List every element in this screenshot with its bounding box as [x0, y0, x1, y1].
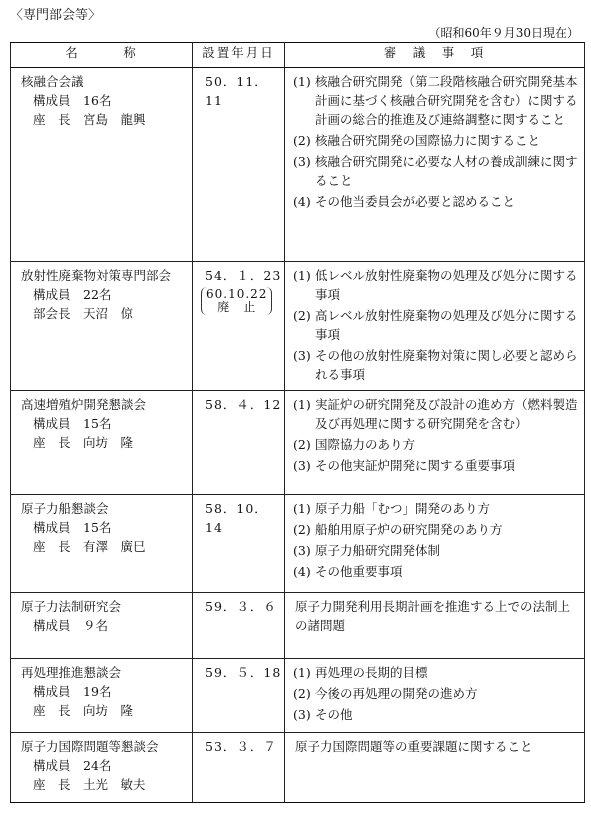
matters-cell: [285, 659, 585, 733]
member-count: 構成員 24名: [33, 758, 112, 773]
member-count: 構成員 19名: [33, 684, 112, 699]
item-text: 国際協力のあり方: [315, 437, 416, 452]
list-item: [293, 346, 578, 384]
name-cell: [11, 733, 193, 803]
date-cell: 58．10．14: [193, 495, 285, 593]
list-item: [293, 72, 578, 129]
matters-cell: [285, 593, 585, 659]
item-number: (4): [293, 564, 311, 579]
item-text: 船舶用原子炉の研究開発のあり方: [315, 522, 503, 537]
abolished-note: [201, 287, 272, 315]
list-item: [293, 499, 578, 518]
matters-text: 原子力開発利用長期計画を推進する上での法制上の諸問題: [295, 599, 571, 633]
list-item: [293, 152, 578, 190]
committee-name: 核融合会議: [21, 74, 84, 89]
table-row: [11, 659, 585, 733]
establish-date: 54．１．23: [205, 268, 282, 283]
chair: 座 長 宮島 龍興: [33, 112, 146, 127]
matters-cell: [285, 733, 585, 803]
committee-name: 原子力船懇談会: [21, 501, 109, 516]
chair: 座 長 向坊 隆: [33, 435, 134, 450]
list-item: [293, 456, 578, 475]
header-name: 名 称: [11, 43, 193, 68]
committee-name: 原子力国際問題等懇談会: [21, 739, 159, 754]
list-item: [293, 131, 578, 150]
item-text: その他の放射性廃棄物対策に関し必要と認められる事項: [315, 348, 578, 382]
member-count: 構成員 22名: [33, 287, 112, 302]
list-item: [293, 520, 578, 539]
item-text: 再処理の長期的目標: [315, 665, 428, 680]
list-item: [293, 705, 578, 724]
matters-cell: [285, 262, 585, 391]
as-of-date: （昭和60年９月30日現在）: [428, 26, 579, 40]
table-row: [11, 733, 585, 803]
item-text: その他: [315, 707, 353, 722]
item-number: (2): [293, 522, 311, 537]
chair: 座 長 土光 敏夫: [33, 777, 146, 792]
item-number: (3): [293, 348, 311, 363]
committee-name: 放射性廃棄物対策専門部会: [21, 268, 172, 283]
item-text: 原子力船研究開発体制: [315, 543, 441, 558]
list-item: [293, 435, 578, 454]
matters-cell: [285, 68, 585, 262]
name-cell: [11, 593, 193, 659]
matters-text: 原子力国際問題等の重要課題に関すること: [295, 739, 533, 754]
item-number: (1): [293, 268, 311, 283]
member-count: 構成員 16名: [33, 93, 112, 108]
name-cell: [11, 659, 193, 733]
matters-cell: [285, 495, 585, 593]
item-number: (1): [293, 665, 311, 680]
item-text: 今後の再処理の開発の進め方: [315, 686, 478, 701]
member-count: 構成員 15名: [33, 416, 112, 431]
item-number: (2): [293, 308, 311, 323]
name-cell: [11, 495, 193, 593]
date-cell: [193, 262, 285, 391]
item-number: (3): [293, 543, 311, 558]
list-item: [293, 562, 578, 581]
abolished-label: 廃 止: [217, 300, 257, 314]
member-count: 構成員 15名: [33, 520, 112, 535]
item-number: (4): [293, 194, 311, 209]
item-text: 核融合研究開発（第二段階核融合研究開発基本計画に基づく核融合研究開発を含む）に関する計画の総合的推進及び連絡調整に関すること: [315, 74, 578, 127]
item-number: (1): [293, 501, 311, 516]
item-text: その他実証炉開発に関する重要事項: [315, 458, 516, 473]
date-cell: 59．５．18: [193, 659, 285, 733]
table-row: [11, 262, 585, 391]
item-number: (2): [293, 437, 311, 452]
name-cell: [11, 68, 193, 262]
committee-table: [10, 42, 585, 803]
committee-name: 高速増殖炉開発懇談会: [21, 397, 147, 412]
table-row: [11, 391, 585, 495]
date-cell: 59．３．６: [193, 593, 285, 659]
item-text: その他当委員会が必要と認めること: [315, 194, 516, 209]
chair: 座 長 向坊 隆: [33, 703, 134, 718]
member-count: 構成員 ９名: [33, 618, 109, 633]
item-text: 核融合研究開発に必要な人材の養成訓練に関すること: [315, 154, 578, 188]
item-number: (3): [293, 707, 311, 722]
section-heading: 〈専門部会等〉: [10, 8, 102, 23]
list-item: [293, 541, 578, 560]
item-text: 原子力船「むつ」開発のあり方: [315, 501, 491, 516]
item-text: その他重要事項: [315, 564, 403, 579]
list-item: [293, 192, 578, 211]
list-item: [293, 663, 578, 682]
item-number: (1): [293, 397, 311, 412]
name-cell: [11, 391, 193, 495]
committee-name: 原子力法制研究会: [21, 599, 122, 614]
list-item: [293, 306, 578, 344]
item-number: (3): [293, 154, 311, 169]
table-row: [11, 68, 585, 262]
item-text: 核融合研究開発の国際協力に関すること: [315, 133, 541, 148]
header-date: 設置年月日: [193, 43, 285, 68]
item-text: 低レベル放射性廃棄物の処理及び処分に関する事項: [315, 268, 578, 302]
matters-cell: [285, 391, 585, 495]
chair: 座 長 有澤 廣巳: [33, 539, 146, 554]
item-number: (3): [293, 458, 311, 473]
item-number: (2): [293, 686, 311, 701]
committee-name: 再処理推進懇談会: [21, 665, 122, 680]
list-item: [293, 684, 578, 703]
table-row: [11, 495, 585, 593]
list-item: [293, 266, 578, 304]
header-matters: 審 議 事 項: [285, 43, 585, 68]
chair: 部会長 天沼 倞: [33, 306, 134, 321]
item-number: (2): [293, 133, 311, 148]
item-number: (1): [293, 74, 311, 89]
table-row: [11, 593, 585, 659]
date-cell: 50．11．11: [193, 68, 285, 262]
list-item: [293, 395, 578, 433]
table-header-row: [11, 43, 585, 68]
date-cell: 58．４．12: [193, 391, 285, 495]
abolished-date: 60.10.22: [206, 287, 268, 301]
item-text: 高レベル放射性廃棄物の処理及び処分に関する事項: [315, 308, 578, 342]
date-cell: 53．３．７: [193, 733, 285, 803]
name-cell: [11, 262, 193, 391]
item-text: 実証炉の研究開発及び設計の進め方（燃料製造及び再処理に関する研究開発を含む）: [315, 397, 578, 431]
